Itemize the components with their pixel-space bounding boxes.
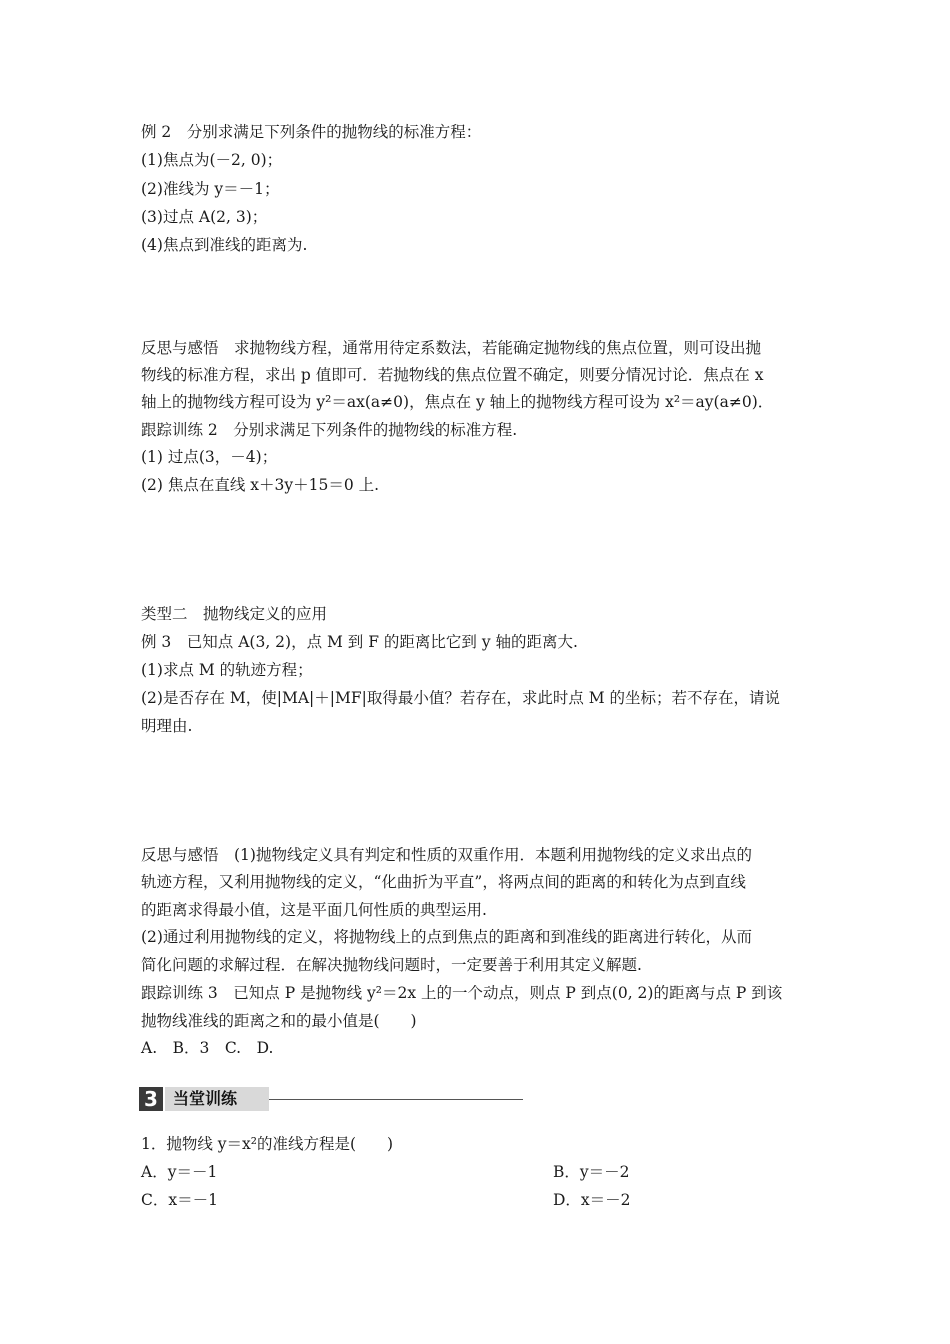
- example2-title: 例 2 分别求满足下列条件的抛物线的标准方程：: [141, 123, 482, 141]
- section-divider: [269, 1099, 523, 1100]
- example2-item-3: (3)过点 A(2, 3)；: [141, 208, 268, 226]
- q1-option-b: B．y＝－2: [553, 1163, 630, 1181]
- q1-option-a: A．y＝－1: [141, 1163, 218, 1181]
- section-title: 当堂训练: [165, 1087, 269, 1111]
- reflection2-line-2: 轨迹方程，又利用抛物线的定义，“化曲折为平直”，将两点间的距离的和转化为点到直线: [141, 873, 746, 891]
- example3-item-2-line-1: (2)是否存在 M，使|MA|＋|MF|取得最小值？若存在，求此时点 M 的坐标；若不存在，请说: [141, 689, 781, 707]
- reflection2-line-3: 的距离求得最小值，这是平面几何性质的典型运用.: [141, 901, 487, 919]
- practice3-line-2: 抛物线准线的距离之和的最小值是( ): [141, 1012, 417, 1030]
- q1-option-c: C．x＝－1: [141, 1191, 218, 1209]
- reflection2-line-4: (2)通过利用抛物线的定义，将抛物线上的点到焦点的距离和到准线的距离进行转化，从而: [141, 928, 752, 946]
- practice3-options: A. B．3 C. D.: [141, 1039, 274, 1057]
- example3-item-1: (1)求点 M 的轨迹方程；: [141, 661, 313, 679]
- section-3-header: [139, 1084, 524, 1114]
- example2-item-1: (1)焦点为(－2, 0)；: [141, 151, 283, 169]
- q1-stem: 1．抛物线 y＝x²的准线方程是( ): [141, 1135, 394, 1153]
- practice3-line-1: 跟踪训练 3 已知点 P 是抛物线 y²＝2x 上的一个动点，则点 P 到点(0, 2)的距离与点 P 到该: [141, 984, 783, 1002]
- practice2-title: 跟踪训练 2 分别求满足下列条件的抛物线的标准方程.: [141, 421, 518, 439]
- section-number-badge: 3: [139, 1087, 163, 1111]
- practice2-item-1: (1) 过点(3，－4)；: [141, 448, 278, 466]
- reflection1-line-1: 反思与感悟 求抛物线方程，通常用待定系数法，若能确定抛物线的焦点位置，则可设出抛: [141, 339, 762, 357]
- example3-title: 例 3 已知点 A(3, 2)，点 M 到 F 的距离比它到 y 轴的距离大.: [141, 633, 578, 651]
- example2-item-2: (2)准线为 y＝－1；: [141, 180, 280, 198]
- reflection2-line-1: 反思与感悟 (1)抛物线定义具有判定和性质的双重作用．本题利用抛物线的定义求出点的: [141, 846, 752, 864]
- example3-item-2-line-2: 明理由.: [141, 717, 193, 735]
- q1-option-d: D．x＝－2: [553, 1191, 631, 1209]
- example2-item-4: (4)焦点到准线的距离为.: [141, 236, 308, 254]
- reflection1-line-2: 物线的标准方程，求出 p 值即可．若抛物线的焦点位置不确定，则要分情况讨论．焦点在 x: [141, 366, 764, 384]
- reflection2-line-5: 简化问题的求解过程．在解决抛物线问题时，一定要善于利用其定义解题.: [141, 956, 642, 974]
- practice2-item-2: (2) 焦点在直线 x＋3y＋15＝0 上.: [141, 476, 380, 494]
- type2-heading: 类型二 抛物线定义的应用: [141, 605, 328, 623]
- q1-options-row-1: [141, 1162, 841, 1182]
- reflection1-line-3: 轴上的抛物线方程可设为 y²＝ax(a≠0)，焦点在 y 轴上的抛物线方程可设为 x²＝ay(a≠0)．: [141, 393, 774, 411]
- q1-options-row-2: [141, 1190, 841, 1210]
